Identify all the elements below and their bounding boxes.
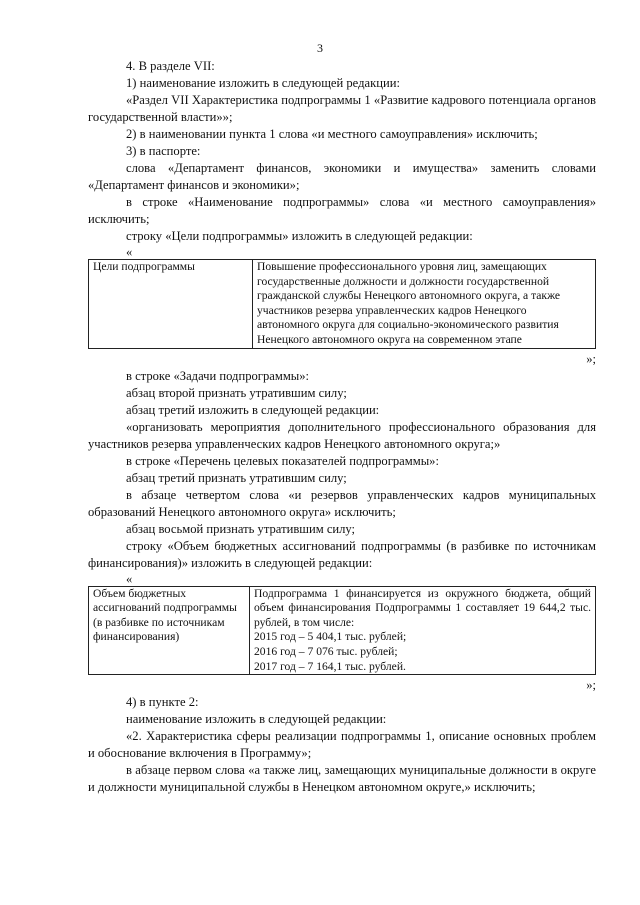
paragraph: 4. В разделе VII:	[126, 59, 215, 73]
paragraph: «организовать мероприятия дополнительного профессионального образования для участников резерва управленческих кадров Ненецкого автономного округа;»	[88, 419, 596, 451]
page-number: 3	[317, 41, 323, 55]
paragraph: 1) наименование изложить в следующей редакции:	[126, 76, 400, 90]
paragraph: в строке «Наименование подпрограммы» слова «и местного самоуправления» исключить;	[88, 195, 596, 226]
paragraph: в абзаце четвертом слова «и резервов управленческих кадров муниципальных образований Ненецкого автономного округа» исключить;	[88, 487, 596, 519]
document-body	[88, 58, 596, 796]
paragraph: «2. Характеристика сферы реализации подпрограммы 1, описание основных проблем и обоснование включения в Программу»;	[88, 729, 596, 761]
table-label-cell: Объем бюджетных ассигнований подпрограммы (в разбивке по источникам финансирования)	[89, 586, 250, 675]
paragraph: строку «Объем бюджетных ассигнований подпрограммы (в разбивке по источникам финансирования)» изложить в следующей редакции:	[88, 538, 596, 570]
budget-year-2015: 2015 год – 5 404,1 тыс. рублей;	[254, 630, 407, 644]
budget-table	[88, 586, 596, 676]
paragraph: «Раздел VII Характеристика подпрограммы 1 «Развитие кадрового потенциала органов государственной власти»»;	[88, 93, 596, 124]
paragraph: 3) в паспорте:	[126, 144, 201, 158]
paragraph: абзац третий признать утратившим силу;	[126, 470, 347, 485]
paragraph: 4) в пункте 2:	[126, 695, 199, 710]
table-value-cell	[250, 586, 596, 675]
paragraph: 2) в наименовании пункта 1 слова «и местного самоуправления» исключить;	[126, 127, 538, 141]
table-label-cell: Цели подпрограммы	[89, 260, 253, 349]
quote-close-mark: »;	[586, 351, 596, 366]
budget-intro: Подпрограмма 1 финансируется из окружного бюджета, общий объем финансирования Подпрограммы 1 составляет 19 644,2 тыс. рублей, в том числе:	[254, 586, 591, 629]
budget-year-2017: 2017 год – 7 164,1 тыс. рублей.	[254, 659, 406, 673]
paragraph: строку «Цели подпрограммы» изложить в следующей редакции:	[126, 229, 473, 243]
paragraph: в строке «Перечень целевых показателей подпрограммы»:	[126, 453, 439, 468]
table-row	[89, 260, 596, 349]
quote-close-mark: »;	[586, 678, 596, 693]
table-value-cell: Повышение профессионального уровня лиц, замещающих государственные должности и должности государственной гражданской службы Ненецкого автономного округа, а также участников резерва управленческих кадров Ненецкого автономного округа для социально-экономического развития Ненецкого автономного округа на современном этапе	[253, 260, 596, 349]
paragraph: в абзаце первом слова «а также лиц, замещающих муниципальные должности в округе и должности муниципальной службы в Ненецком автономном округе,» исключить;	[88, 763, 596, 795]
quote-open-mark: «	[126, 245, 133, 259]
paragraph: слова «Департамент финансов, экономики и имущества» заменить словами «Департамент финансов и экономики»;	[88, 161, 596, 192]
paragraph: абзац третий изложить в следующей редакции:	[126, 402, 380, 417]
paragraph: наименование изложить в следующей редакции:	[126, 712, 387, 727]
goals-table	[88, 259, 596, 349]
paragraph: абзац второй признать утратившим силу;	[126, 385, 347, 400]
paragraph: абзац восьмой признать утратившим силу;	[126, 521, 356, 536]
quote-open-mark: «	[126, 571, 133, 586]
table-row	[89, 586, 596, 675]
budget-year-2016: 2016 год – 7 076 тыс. рублей;	[254, 644, 398, 658]
paragraph: в строке «Задачи подпрограммы»:	[126, 368, 310, 383]
